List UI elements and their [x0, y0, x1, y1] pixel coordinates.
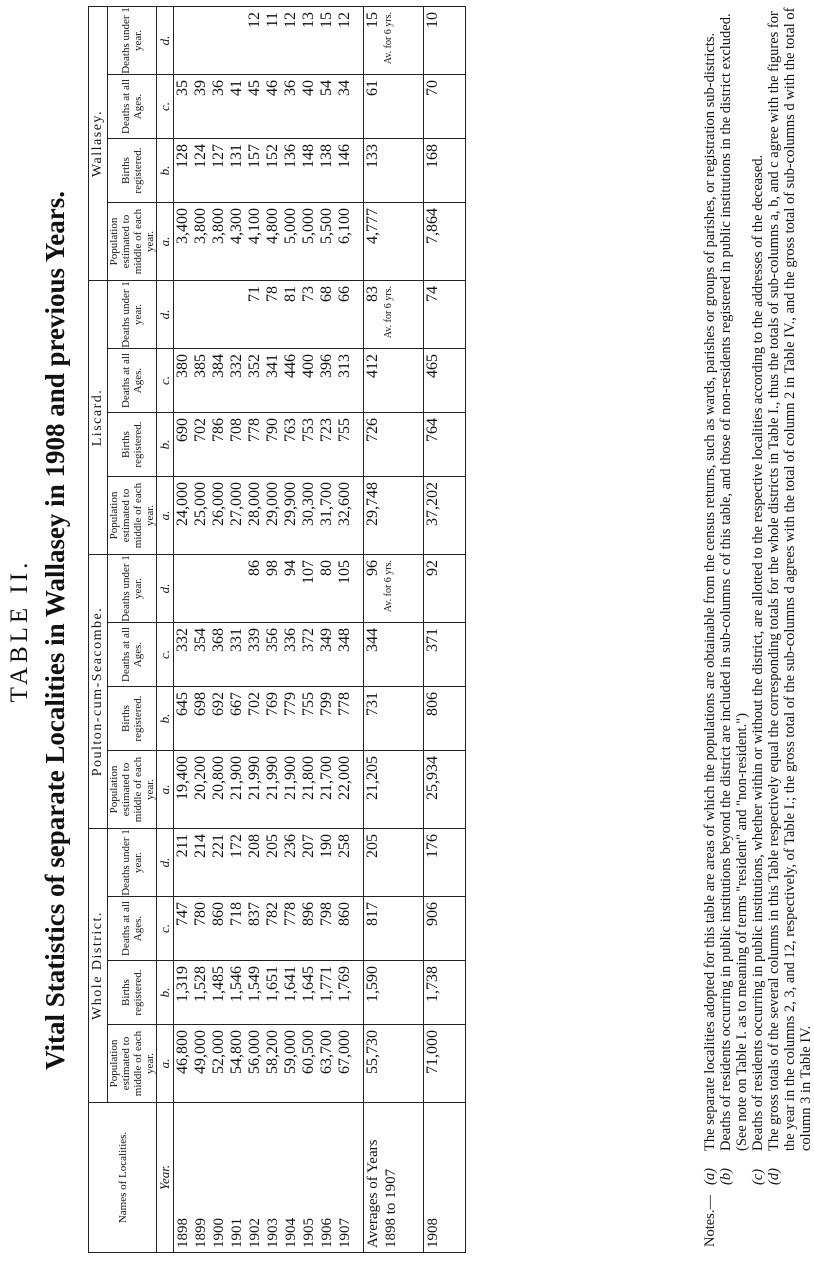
poulton-1908-deaths: 371: [424, 623, 466, 687]
table-cell-value: 384: [210, 354, 227, 378]
whole-infant-deaths-values: [174, 829, 364, 897]
table-cell-value: 380: [174, 354, 191, 378]
table-cell-value: 6,100: [336, 208, 353, 244]
table-cell-value: 107: [300, 560, 317, 584]
table-cell-value: 860: [336, 902, 353, 926]
table-cell-value: 4,100: [246, 208, 263, 244]
table-cell-value: 21,990: [264, 756, 281, 800]
table-cell-value: 105: [336, 560, 353, 584]
note-item: [702, 7, 718, 1247]
table-cell-value: 778: [246, 418, 263, 442]
wallasey-1908-deaths: 70: [424, 75, 466, 139]
table-cell-value: 372: [300, 628, 317, 652]
page-header: [0, 0, 88, 1261]
whole-average-pop: 55,730: [364, 1025, 424, 1103]
liscard-1908-births: 764: [424, 413, 466, 477]
whole-average-births: 1,590: [364, 961, 424, 1025]
column-header-row: [108, 7, 157, 1253]
liscard-deaths-values: [174, 349, 364, 413]
table-cell-value: 690: [174, 418, 191, 442]
year-label: 1900: [211, 1218, 227, 1248]
wallasey-average-infant: 15 Av. for 6 yrs.: [364, 7, 424, 75]
table-cell-value: 12: [282, 12, 299, 28]
table-cell-value: 68: [318, 286, 335, 302]
whole-column-header-births: Births registered.: [108, 961, 157, 1025]
wallasey-unit-infant: d.: [157, 7, 174, 75]
table-cell-value: 352: [246, 354, 263, 378]
table-cell-value: 19,400: [174, 756, 191, 800]
note-text: The separate localities adopted for this table are areas of which the populations are obtainable from the census returns, such as wards, parishes or groups of parishes, or registration sub-districts.: [702, 32, 718, 1151]
liscard-1908-infant: 74: [424, 281, 466, 349]
wallasey-average-deaths: 61: [364, 75, 424, 139]
table-cell-value: [210, 12, 228, 74]
year-label: 1903: [265, 1218, 281, 1248]
table-cell-value: 36: [282, 80, 299, 96]
whole-unit-pop: a.: [157, 1025, 174, 1103]
year-label: 1907: [337, 1218, 353, 1248]
page-title: Vital Statistics of separate Localities in Wallasey in 1908 and previous Years.: [40, 191, 70, 1071]
table-cell-value: 25,000: [192, 482, 209, 526]
liscard-population-values: [174, 477, 364, 555]
table-cell-value: 13: [300, 12, 317, 28]
table-cell-value: 172: [228, 834, 245, 858]
table-cell-value: 146: [336, 144, 353, 168]
wallasey-unit-births: b.: [157, 139, 174, 203]
table-cell-value: 753: [300, 418, 317, 442]
poulton-1908-births: 806: [424, 687, 466, 751]
wallasey-unit-deaths: c.: [157, 75, 174, 139]
table-cell-value: 24,000: [174, 482, 191, 526]
table-cell-value: 332: [174, 628, 191, 652]
table-cell-value: 21,900: [228, 756, 245, 800]
table-cell-value: 692: [210, 692, 227, 716]
table-cell-value: 778: [282, 902, 299, 926]
table-cell-value: 221: [210, 834, 227, 858]
table-cell-value: 56,000: [246, 1030, 263, 1074]
wallasey-1908-infant: 10: [424, 7, 466, 75]
table-cell-value: 29,000: [264, 482, 281, 526]
table-cell-value: 3,800: [192, 208, 209, 244]
table-cell-value: 11: [264, 12, 281, 28]
whole-deaths-values: [174, 897, 364, 961]
year-label: 1906: [319, 1218, 335, 1248]
liscard-unit-births: b.: [157, 413, 174, 477]
table-cell-value: 131: [228, 144, 245, 168]
year-label: 1904: [283, 1218, 299, 1248]
liscard-average-pop: 29,748: [364, 477, 424, 555]
table-cell-value: 207: [300, 834, 317, 858]
poulton-population-values: [174, 751, 364, 829]
table-cell-value: 15: [318, 12, 335, 28]
whole-unit-deaths: c.: [157, 897, 174, 961]
wallasey-infant-deaths-values: [174, 7, 364, 75]
table-cell-value: 799: [318, 692, 335, 716]
table-cell-value: 1,651: [264, 966, 281, 1002]
table-cell-value: 214: [192, 834, 209, 858]
whole-1908-pop: 71,000: [424, 1025, 466, 1103]
table-cell-value: 769: [264, 692, 281, 716]
average-footnote: Av. for 6 yrs.: [383, 12, 394, 65]
wallasey-deaths-values: [174, 75, 364, 139]
table-cell-value: 667: [228, 692, 245, 716]
table-cell-value: 78: [264, 286, 281, 302]
table-cell-value: 1,549: [246, 966, 263, 1002]
table-cell-value: 52,000: [210, 1030, 227, 1074]
poulton-column-header-infant: Deaths under 1 year.: [108, 555, 157, 623]
table-cell-value: 80: [318, 560, 335, 576]
table-cell-value: 45: [246, 80, 263, 96]
table-row-averages: [364, 7, 424, 1253]
table-cell-value: 39: [192, 80, 209, 96]
table-cell-value: 136: [282, 144, 299, 168]
poulton-average-pop: 21,205: [364, 751, 424, 829]
table-cell-value: 368: [210, 628, 227, 652]
table-cell-value: 755: [300, 692, 317, 716]
table-cell-value: 21,990: [246, 756, 263, 800]
table-cell-value: 3,400: [174, 208, 191, 244]
table-cell-value: 723: [318, 418, 335, 442]
table-cell-value: [210, 560, 228, 622]
whole-average-deaths: 817: [364, 897, 424, 961]
year-header: Year.: [157, 1103, 174, 1253]
table-cell-value: 332: [228, 354, 245, 378]
whole-1908-deaths: 906: [424, 897, 466, 961]
liscard-average-deaths: 412: [364, 349, 424, 413]
table-cell-value: 58,200: [264, 1030, 281, 1074]
table-cell-value: 54,800: [228, 1030, 245, 1074]
table-cell-value: 3,800: [210, 208, 227, 244]
whole-1908-infant: 176: [424, 829, 466, 897]
note-label: (b): [718, 1168, 734, 1185]
averages-label: Averages of Years 1898 to 1907: [364, 1103, 424, 1253]
table-cell-value: 211: [174, 834, 191, 858]
average-footnote: Av. for 6 yrs.: [383, 560, 394, 613]
wallasey-column-header-infant: Deaths under 1 year.: [108, 7, 157, 75]
table-cell-value: 20,800: [210, 756, 227, 800]
liscard-average-infant: 83 Av. for 6 yrs.: [364, 281, 424, 349]
table-cell-value: 645: [174, 692, 191, 716]
table-cell-value: 22,000: [336, 756, 353, 800]
table-cell-value: 86: [246, 560, 263, 576]
whole-column-header-pop: Population estimated to middle of each year.: [108, 1025, 157, 1103]
whole-column-header-infant: Deaths under 1 year.: [108, 829, 157, 897]
poulton-unit-pop: a.: [157, 751, 174, 829]
wallasey-unit-pop: a.: [157, 203, 174, 281]
table-cell-value: 21,900: [282, 756, 299, 800]
table-cell-value: [174, 12, 192, 74]
table-cell-value: [228, 12, 246, 74]
liscard-unit-infant: d.: [157, 281, 174, 349]
table-cell-value: 349: [318, 628, 335, 652]
poulton-average-deaths: 344: [364, 623, 424, 687]
wallasey-column-header-births: Births registered.: [108, 139, 157, 203]
table-cell-value: 755: [336, 418, 353, 442]
year-label: 1898: [175, 1218, 191, 1248]
table-cell-value: 35: [174, 80, 191, 96]
table-cell-value: 20,200: [192, 756, 209, 800]
table-cell-value: 1,641: [282, 966, 299, 1002]
poulton-average-births: 731: [364, 687, 424, 751]
table-cell-value: 41: [228, 80, 245, 96]
note-item: [766, 7, 814, 1247]
statistics-table: [88, 6, 466, 1253]
table-cell-value: 4,300: [228, 208, 245, 244]
group-header-poulton: Poulton-cum-Seacombe.: [89, 555, 108, 829]
liscard-1908-pop: 37,202: [424, 477, 466, 555]
table-cell-value: 313: [336, 354, 353, 378]
liscard-column-header-pop: Population estimated to middle of each year.: [108, 477, 157, 555]
table-cell-value: [228, 560, 246, 622]
table-cell-value: 860: [210, 902, 227, 926]
table-cell-value: 28,000: [246, 482, 263, 526]
wallasey-average-pop: 4,777: [364, 203, 424, 281]
table-cell-value: 26,000: [210, 482, 227, 526]
notes-prefix: [718, 1185, 750, 1247]
poulton-column-header-deaths: Deaths at all Ages.: [108, 623, 157, 687]
table-cell-value: 127: [210, 144, 227, 168]
table-cell-value: 1,771: [318, 966, 335, 1002]
table-cell-value: 29,900: [282, 482, 299, 526]
table-row-years: [174, 7, 364, 1253]
table-cell-value: 54: [318, 80, 335, 96]
table-cell-value: 27,000: [228, 482, 245, 526]
table-cell-value: [174, 560, 192, 622]
table-cell-value: 779: [282, 692, 299, 716]
table-cell-value: 837: [246, 902, 263, 926]
table-cell-value: 59,000: [282, 1030, 299, 1074]
table-cell-value: 1,645: [300, 966, 317, 1002]
table-row-1908: [424, 7, 466, 1253]
wallasey-population-values: [174, 203, 364, 281]
table-cell-value: 49,000: [192, 1030, 209, 1074]
table-cell-value: 1,528: [192, 966, 209, 1002]
note-label: (d): [766, 1168, 782, 1185]
table-cell-value: 4,800: [264, 208, 281, 244]
table-cell-value: 46: [264, 80, 281, 96]
table-cell-value: 21,700: [318, 756, 335, 800]
table-cell-value: 341: [264, 354, 281, 378]
wallasey-1908-pop: 7,864: [424, 203, 466, 281]
wallasey-1908-births: 168: [424, 139, 466, 203]
table-cell-value: 356: [264, 628, 281, 652]
table-cell-value: 258: [336, 834, 353, 858]
group-header-wallasey: Wallasey.: [89, 7, 108, 281]
table-cell-value: 718: [228, 902, 245, 926]
poulton-column-header-births: Births registered.: [108, 687, 157, 751]
note-label: (a): [702, 1168, 718, 1185]
table-cell-value: 128: [174, 144, 191, 168]
poulton-average-infant: 96 Av. for 6 yrs.: [364, 555, 424, 623]
year-1908-label: 1908: [424, 1103, 466, 1253]
poulton-1908-infant: 92: [424, 555, 466, 623]
group-header-liscard: Liscard.: [89, 281, 108, 555]
table-cell-value: 32,600: [336, 482, 353, 526]
table-cell-value: 1,769: [336, 966, 353, 1002]
table-cell-value: [192, 560, 210, 622]
note-text: The gross totals of the several columns in this Table respectively equal the corresponding totals for the whole districts in Table I., thus the totals of sub-columns a, b, and c agree with the figures for the year in the columns 2, 3, and 12, respectively, of Table I.; the gross total of the sub-columns d agrees with the total of column 2 in Table IV., and the gross total of sub-columns d with the total of column 3 in Table IV.: [766, 7, 814, 1151]
liscard-column-header-deaths: Deaths at all Ages.: [108, 349, 157, 413]
liscard-1908-deaths: 465: [424, 349, 466, 413]
table-cell-value: 5,000: [282, 208, 299, 244]
table-cell-value: 148: [300, 144, 317, 168]
table-cell-value: 12: [336, 12, 353, 28]
poulton-column-header-pop: Population estimated to middle of each year.: [108, 751, 157, 829]
poulton-infant-deaths-values: [174, 555, 364, 623]
wallasey-column-header-pop: Population estimated to middle of each year.: [108, 203, 157, 281]
note-item: [750, 7, 766, 1247]
table-cell-value: 708: [228, 418, 245, 442]
table-cell-value: 205: [264, 834, 281, 858]
table-cell-value: [192, 286, 210, 348]
liscard-column-header-infant: Deaths under 1 year.: [108, 281, 157, 349]
note-text: Deaths of residents occurring in public institutions, whether within or without the district, are allotted to the respective localities according to the addresses of the deceased.: [750, 154, 766, 1151]
year-label: 1901: [229, 1218, 245, 1248]
years-list: [174, 1103, 364, 1253]
note-text: Deaths of residents occurring in public institutions beyond the district are included in sub-columns c of this table, and those of non-residents registered in public institutions in the district excluded. (See note on Table I. as to meaning of terms "resident" and "non-resident."): [718, 13, 750, 1151]
notes-prefix: Notes.—: [702, 1195, 718, 1247]
poulton-unit-deaths: c.: [157, 623, 174, 687]
table-cell-value: 190: [318, 834, 335, 858]
table-cell-value: 396: [318, 354, 335, 378]
liscard-unit-deaths: c.: [157, 349, 174, 413]
poulton-deaths-values: [174, 623, 364, 687]
table-cell-value: 702: [192, 418, 209, 442]
table-cell-value: 786: [210, 418, 227, 442]
table-cell-value: 1,319: [174, 966, 191, 1002]
table-cell-value: 336: [282, 628, 299, 652]
table-cell-value: 400: [300, 354, 317, 378]
whole-unit-infant: d.: [157, 829, 174, 897]
wallasey-column-header-deaths: Deaths at all Ages.: [108, 75, 157, 139]
table-cell-value: 236: [282, 834, 299, 858]
table-cell-value: 60,500: [300, 1030, 317, 1074]
table-cell-value: 446: [282, 354, 299, 378]
whole-average-infant: 205: [364, 829, 424, 897]
whole-population-values: [174, 1025, 364, 1103]
wallasey-births-values: [174, 139, 364, 203]
table-cell-value: 21,800: [300, 756, 317, 800]
table-cell-value: 339: [246, 628, 263, 652]
notes-block: [702, 7, 814, 1247]
table-cell-value: 12: [246, 12, 263, 28]
liscard-births-values: [174, 413, 364, 477]
table-cell-value: 5,000: [300, 208, 317, 244]
table-cell-value: 71: [246, 286, 263, 302]
table-cell-value: 780: [192, 902, 209, 926]
wallasey-average-births: 133: [364, 139, 424, 203]
table-cell-value: 31,700: [318, 482, 335, 526]
table-cell-value: 30,300: [300, 482, 317, 526]
table-cell-value: 67,000: [336, 1030, 353, 1074]
note-label: (c): [750, 1168, 766, 1185]
table-cell-value: 1,485: [210, 966, 227, 1002]
year-label: 1902: [247, 1218, 263, 1248]
whole-column-header-deaths: Deaths at all Ages.: [108, 897, 157, 961]
table-cell-value: 385: [192, 354, 209, 378]
table-cell-value: 348: [336, 628, 353, 652]
table-cell-value: 66: [336, 286, 353, 302]
table-cell-value: 152: [264, 144, 281, 168]
table-cell-value: 896: [300, 902, 317, 926]
table-cell-value: 698: [192, 692, 209, 716]
note-item: [718, 7, 750, 1247]
table-cell-value: 208: [246, 834, 263, 858]
table-cell-value: 34: [336, 80, 353, 96]
table-cell-value: 331: [228, 628, 245, 652]
poulton-unit-infant: d.: [157, 555, 174, 623]
table-cell-value: 40: [300, 80, 317, 96]
table-cell-value: 157: [246, 144, 263, 168]
table-cell-value: 354: [192, 628, 209, 652]
localities-header: Names of Localities.: [89, 1103, 157, 1253]
table-cell-value: [228, 286, 246, 348]
poulton-1908-pop: 25,934: [424, 751, 466, 829]
table-cell-value: [192, 12, 210, 74]
table-cell-value: 63,700: [318, 1030, 335, 1074]
table-cell-value: 1,546: [228, 966, 245, 1002]
table-cell-value: 798: [318, 902, 335, 926]
year-label: 1899: [193, 1218, 209, 1248]
group-header-whole-district: Whole District.: [89, 829, 108, 1103]
liscard-unit-pop: a.: [157, 477, 174, 555]
poulton-births-values: [174, 687, 364, 751]
table-cell-value: [210, 286, 228, 348]
notes-prefix: [766, 1185, 814, 1247]
table-cell-value: 5,500: [318, 208, 335, 244]
table-cell-value: 36: [210, 80, 227, 96]
table-number: TABLE II.: [6, 558, 33, 703]
table-cell-value: [174, 286, 192, 348]
table-cell-value: 747: [174, 902, 191, 926]
average-footnote: Av. for 6 yrs.: [383, 286, 394, 339]
table-cell-value: 790: [264, 418, 281, 442]
table-cell-value: 138: [318, 144, 335, 168]
unit-row: [157, 7, 174, 1253]
notes-prefix: [750, 1185, 766, 1247]
poulton-unit-births: b.: [157, 687, 174, 751]
whole-unit-births: b.: [157, 961, 174, 1025]
table-cell-value: 73: [300, 286, 317, 302]
table-cell-value: 778: [336, 692, 353, 716]
year-label: 1905: [301, 1218, 317, 1248]
liscard-average-births: 726: [364, 413, 424, 477]
table-cell-value: 98: [264, 560, 281, 576]
table-cell-value: 81: [282, 286, 299, 302]
table-cell-value: 763: [282, 418, 299, 442]
liscard-infant-deaths-values: [174, 281, 364, 349]
whole-births-values: [174, 961, 364, 1025]
table-cell-value: 46,800: [174, 1030, 191, 1074]
table-cell-value: 702: [246, 692, 263, 716]
liscard-column-header-births: Births registered.: [108, 413, 157, 477]
whole-1908-births: 1,738: [424, 961, 466, 1025]
table-cell-value: 782: [264, 902, 281, 926]
table-cell-value: 94: [282, 560, 299, 576]
table-cell-value: 124: [192, 144, 209, 168]
